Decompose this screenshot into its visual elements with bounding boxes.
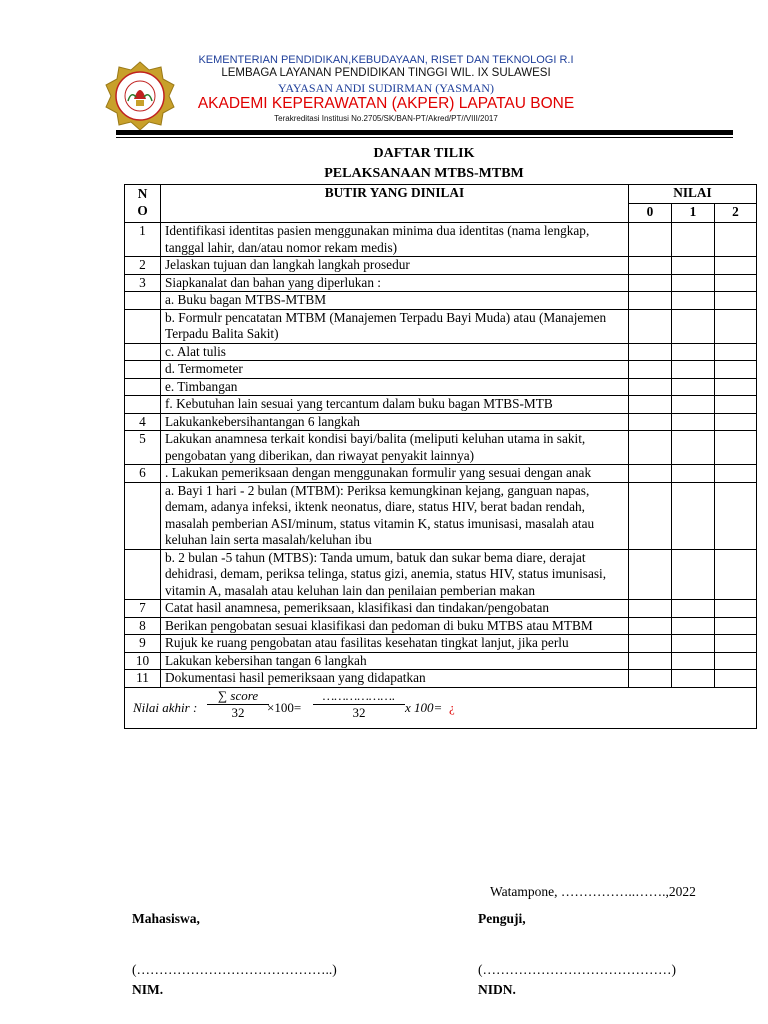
row-number [125,549,161,600]
score-cell-1[interactable] [672,396,715,414]
score-cell-1[interactable] [672,223,715,257]
row-number [125,482,161,549]
table-row [125,482,757,549]
row-item-text: b. Formulr pencatatan MTBM (Manajemen Terpadu Bayi Muda) atau (Manajemen Terpadu Balita Sakit) [161,309,629,343]
score-cell-0[interactable] [629,274,672,292]
score-cell-2[interactable] [715,549,757,600]
letterhead-ministry: KEMENTERIAN PENDIDIKAN,KEBUDAYAAN, RISET DAN TEKNOLOGI R.I [198,54,574,66]
table-row [125,465,757,483]
score-cell-1[interactable] [672,343,715,361]
row-number: 6 [125,465,161,483]
row-number [125,396,161,414]
row-item-text: a. Buku bagan MTBS-MTBM [161,292,629,310]
score-cell-0[interactable] [629,413,672,431]
score-cell-2[interactable] [715,617,757,635]
akper-logo [101,61,179,131]
table-row [125,343,757,361]
row-number: 10 [125,652,161,670]
score-cell-2[interactable] [715,309,757,343]
score-cell-1[interactable] [672,617,715,635]
row-number: 5 [125,431,161,465]
formula-numerator-2: ………………. [313,688,405,705]
header-nilai: NILAI [629,185,757,204]
score-cell-2[interactable] [715,396,757,414]
document-title: DAFTAR TILIK [373,146,475,161]
score-cell-0[interactable] [629,482,672,549]
letterhead-agency: LEMBAGA LAYANAN PENDIDIKAN TINGGI WIL. IX SULAWESI [221,67,551,79]
formula-numerator-1: ∑ score [207,688,269,705]
score-cell-0[interactable] [629,549,672,600]
table-row [125,549,757,600]
score-cell-2[interactable] [715,223,757,257]
row-number: 8 [125,617,161,635]
score-cell-2[interactable] [715,431,757,465]
row-item-text: Identifikasi identitas pasien menggunakan minima dua identitas (nama lengkap, tanggal lahir, dan/atau nomor rekam medis) [161,223,629,257]
score-cell-1[interactable] [672,274,715,292]
score-cell-0[interactable] [629,396,672,414]
table-row [125,635,757,653]
score-cell-2[interactable] [715,361,757,379]
table-row [125,378,757,396]
row-number: 4 [125,413,161,431]
table-row [125,309,757,343]
header-item: BUTIR YANG DINILAI [161,185,629,223]
table-row [125,652,757,670]
row-item-text: e. Timbangan [161,378,629,396]
row-item-text: Dokumentasi hasil pemeriksaan yang didapatkan [161,670,629,688]
row-number [125,292,161,310]
formula-fraction-1 [207,688,269,721]
score-cell-1[interactable] [672,670,715,688]
score-cell-0[interactable] [629,378,672,396]
score-cell-2[interactable] [715,413,757,431]
score-cell-1[interactable] [672,292,715,310]
row-item-text: Lakukan kebersihan tangan 6 langkah [161,652,629,670]
row-number [125,378,161,396]
score-cell-2[interactable] [715,635,757,653]
score-cell-2[interactable] [715,274,757,292]
score-cell-0[interactable] [629,635,672,653]
table-row [125,257,757,275]
header-score-1: 1 [672,204,715,223]
score-cell-0[interactable] [629,361,672,379]
score-cell-1[interactable] [672,431,715,465]
score-cell-2[interactable] [715,600,757,618]
score-cell-0[interactable] [629,600,672,618]
letterhead-foundation: YAYASAN ANDI SUDIRMAN (YASMAN) [278,81,494,95]
score-cell-1[interactable] [672,361,715,379]
row-number [125,343,161,361]
document-subtitle: PELAKSANAAN MTBS-MTBM [324,166,524,181]
score-cell-1[interactable] [672,549,715,600]
score-cell-1[interactable] [672,309,715,343]
table-row [125,670,757,688]
formula-row [125,687,757,728]
formula-result: ¿ [449,699,455,715]
letterhead-divider-thin [116,137,733,138]
row-item-text: b. 2 bulan -5 tahun (MTBS): Tanda umum, batuk dan sukar bema diare, derajat dehidrasi, demam, periksa telinga, status gizi, anemia, status HIV, status imunisasi, vitamin A, masalah atau keluhan lain dan penilaian pemberian makan [161,549,629,600]
formula-denominator-1: 32 [231,704,245,720]
checklist-table [124,184,757,729]
row-item-text: c. Alat tulis [161,343,629,361]
row-number: 9 [125,635,161,653]
formula-fraction-2 [313,688,405,721]
row-number: 11 [125,670,161,688]
row-number [125,361,161,379]
score-cell-2[interactable] [715,378,757,396]
row-number: 1 [125,223,161,257]
score-cell-1[interactable] [672,413,715,431]
formula-multiply-2: x 100= [405,699,443,715]
formula-multiply-1: ×100= [267,699,302,715]
place-date: Watampone, ……………..…….,2022 [490,884,696,899]
score-cell-0[interactable] [629,465,672,483]
table-row [125,223,757,257]
row-number: 2 [125,257,161,275]
formula-denominator-2: 32 [352,704,366,720]
student-id-label: NIM. [132,982,164,997]
row-item-text: Lakukankebersihantangan 6 langkah [161,413,629,431]
score-cell-0[interactable] [629,343,672,361]
row-item-text: a. Bayi 1 hari - 2 bulan (MTBM): Periksa kemungkinan kejang, ganguan napas, demam, adanya infeksi, iktenk neonatus, diare, status HIV, berat badan rendah, masalah pemberian ASI/minum, status vitamin K, status imunisasi, masalah atau keluhan lain serta masalah/keluhan ibu [161,482,629,549]
row-number: 3 [125,274,161,292]
score-cell-1[interactable] [672,482,715,549]
letterhead-divider-thick [116,130,733,135]
student-label: Mahasiswa, [132,911,200,926]
score-cell-2[interactable] [715,292,757,310]
table-row [125,292,757,310]
table-row [125,600,757,618]
row-number: 7 [125,600,161,618]
letterhead-accreditation: Terakreditasi Institusi No.2705/SK/BAN-PT/Akred/PT//VIII/2017 [274,114,498,123]
letterhead-academy: AKADEMI KEPERAWATAN (AKPER) LAPATAU BONE [197,95,575,112]
score-cell-1[interactable] [672,652,715,670]
examiner-signature-line: (……………………………………) [478,962,676,977]
score-cell-1[interactable] [672,378,715,396]
table-row [125,274,757,292]
score-cell-0[interactable] [629,309,672,343]
row-item-text: Jelaskan tujuan dan langkah langkah prosedur [161,257,629,275]
score-cell-2[interactable] [715,670,757,688]
score-cell-0[interactable] [629,223,672,257]
examiner-label: Penguji, [478,911,526,926]
header-no: N O [125,185,161,223]
header-score-2: 2 [715,204,757,223]
score-cell-1[interactable] [672,600,715,618]
score-cell-2[interactable] [715,652,757,670]
score-cell-0[interactable] [629,431,672,465]
score-cell-2[interactable] [715,257,757,275]
score-cell-0[interactable] [629,257,672,275]
examiner-id-label: NIDN. [478,982,516,997]
table-row [125,617,757,635]
score-cell-2[interactable] [715,465,757,483]
score-cell-1[interactable] [672,465,715,483]
score-cell-0[interactable] [629,292,672,310]
student-signature-line: (……………………………………..) [132,962,337,977]
score-cell-0[interactable] [629,617,672,635]
score-cell-2[interactable] [715,343,757,361]
score-cell-1[interactable] [672,257,715,275]
score-cell-0[interactable] [629,652,672,670]
formula-label: Nilai akhir : [133,699,198,715]
table-row [125,361,757,379]
table-row [125,396,757,414]
table-row [125,413,757,431]
row-item-text: f. Kebutuhan lain sesuai yang tercantum dalam buku bagan MTBS-MTB [161,396,629,414]
row-item-text: . Lakukan pemeriksaan dengan menggunakan formulir yang sesuai dengan anak [161,465,629,483]
row-number [125,309,161,343]
row-item-text: Lakukan anamnesa terkait kondisi bayi/balita (meliputi keluhan utama in sakit, pengobatan yang diberikan, dan riwayat penyakit lainnya) [161,431,629,465]
score-cell-0[interactable] [629,670,672,688]
score-cell-2[interactable] [715,482,757,549]
table-header-row [125,185,757,204]
final-score-formula [125,687,757,728]
header-score-0: 0 [629,204,672,223]
row-item-text: Berikan pengobatan sesuai klasifikasi dan pedoman di buku MTBS atau MTBM [161,617,629,635]
row-item-text: Rujuk ke ruang pengobatan atau fasilitas kesehatan tingkat lanjut, jika perlu [161,635,629,653]
table-row [125,431,757,465]
score-cell-1[interactable] [672,635,715,653]
row-item-text: Catat hasil anamnesa, pemeriksaan, klasifikasi dan tindakan/pengobatan [161,600,629,618]
row-item-text: Siapkanalat dan bahan yang diperlukan : [161,274,629,292]
row-item-text: d. Termometer [161,361,629,379]
